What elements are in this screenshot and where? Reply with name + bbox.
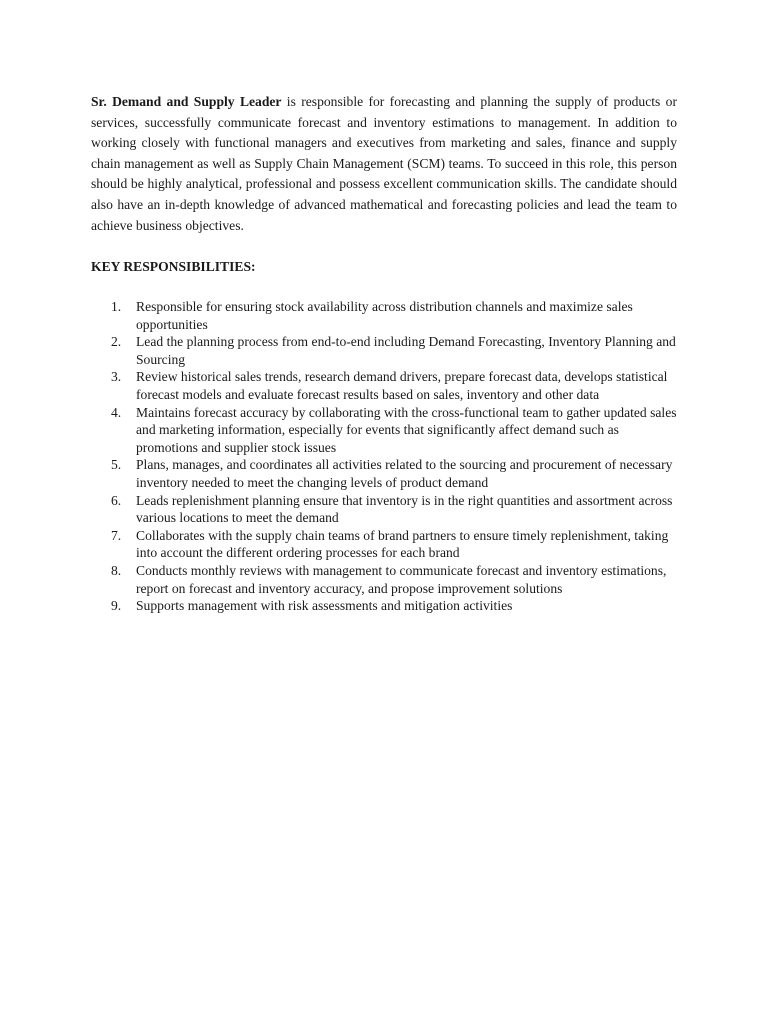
item-number: 7. [111,527,122,543]
section-heading: KEY RESPONSIBILITIES: [91,259,256,274]
item-text: Leads replenishment planning ensure that inventory is in the right quantities and assortment across various locations to meet the demand [136,492,673,526]
item-number: 5. [111,457,122,473]
item-number: 6. [111,492,122,508]
item-text: Maintains forecast accuracy by collaborating with the cross-functional team to gather updated sales and marketing information, especially for events that significantly affect demand such as promotions and supplier stock issues [136,404,677,455]
item-text: Lead the planning process from end-to-end including Demand Forecasting, Inventory Planning and Sourcing [136,334,676,367]
item-text: Conducts monthly reviews with management to communicate forecast and inventory estimations, report on forecast and inventory accuracy, and propose improvement solutions [136,562,667,596]
list-item [91,597,681,615]
item-text: Plans, manages, and coordinates all activities related to the sourcing and procurement of necessary inventory needed to meet the changing levels of product demand [136,457,673,490]
job-title: Sr. Demand and Supply Leader [91,94,282,109]
item-text: Supports management with risk assessments and mitigation activities [136,598,513,614]
item-text: Responsible for ensuring stock availability across distribution channels and maximize sales opportunities [136,299,633,332]
list-item [91,333,681,368]
list-item [91,404,681,457]
item-number: 9. [111,598,122,614]
list-item [91,527,681,562]
intro-text: is responsible for forecasting and planning the supply of products or services, successfully communicate forecast and inventory estimations to management. In addition to working closely with functional managers and executives from marketing and sales, finance and supply chain management as well as Supply Chain Management (SCM) teams. To succeed in this role, this person should be highly analytical, professional and possess excellent communication skills. The candidate should also have an in-depth knowledge of advanced mathematical and forecasting policies and lead the team to achieve business objectives. [91,94,677,233]
item-number: 3. [111,369,122,385]
item-text: Review historical sales trends, research demand drivers, prepare forecast data, develops statistical forecast models and evaluate forecast results based on sales, inventory and other data [136,369,668,402]
list-item [91,456,681,491]
list-item [91,368,681,403]
intro-paragraph [91,92,677,236]
item-text: Collaborates with the supply chain teams of brand partners to ensure timely replenishment, taking into account the different ordering processes for each brand [136,527,669,561]
list-item [91,298,681,333]
item-number: 4. [111,404,122,420]
list-item [91,562,681,597]
item-number: 1. [111,299,122,314]
responsibilities-list [91,298,681,615]
item-number: 8. [111,562,122,578]
item-number: 2. [111,334,122,350]
list-item [91,492,681,527]
